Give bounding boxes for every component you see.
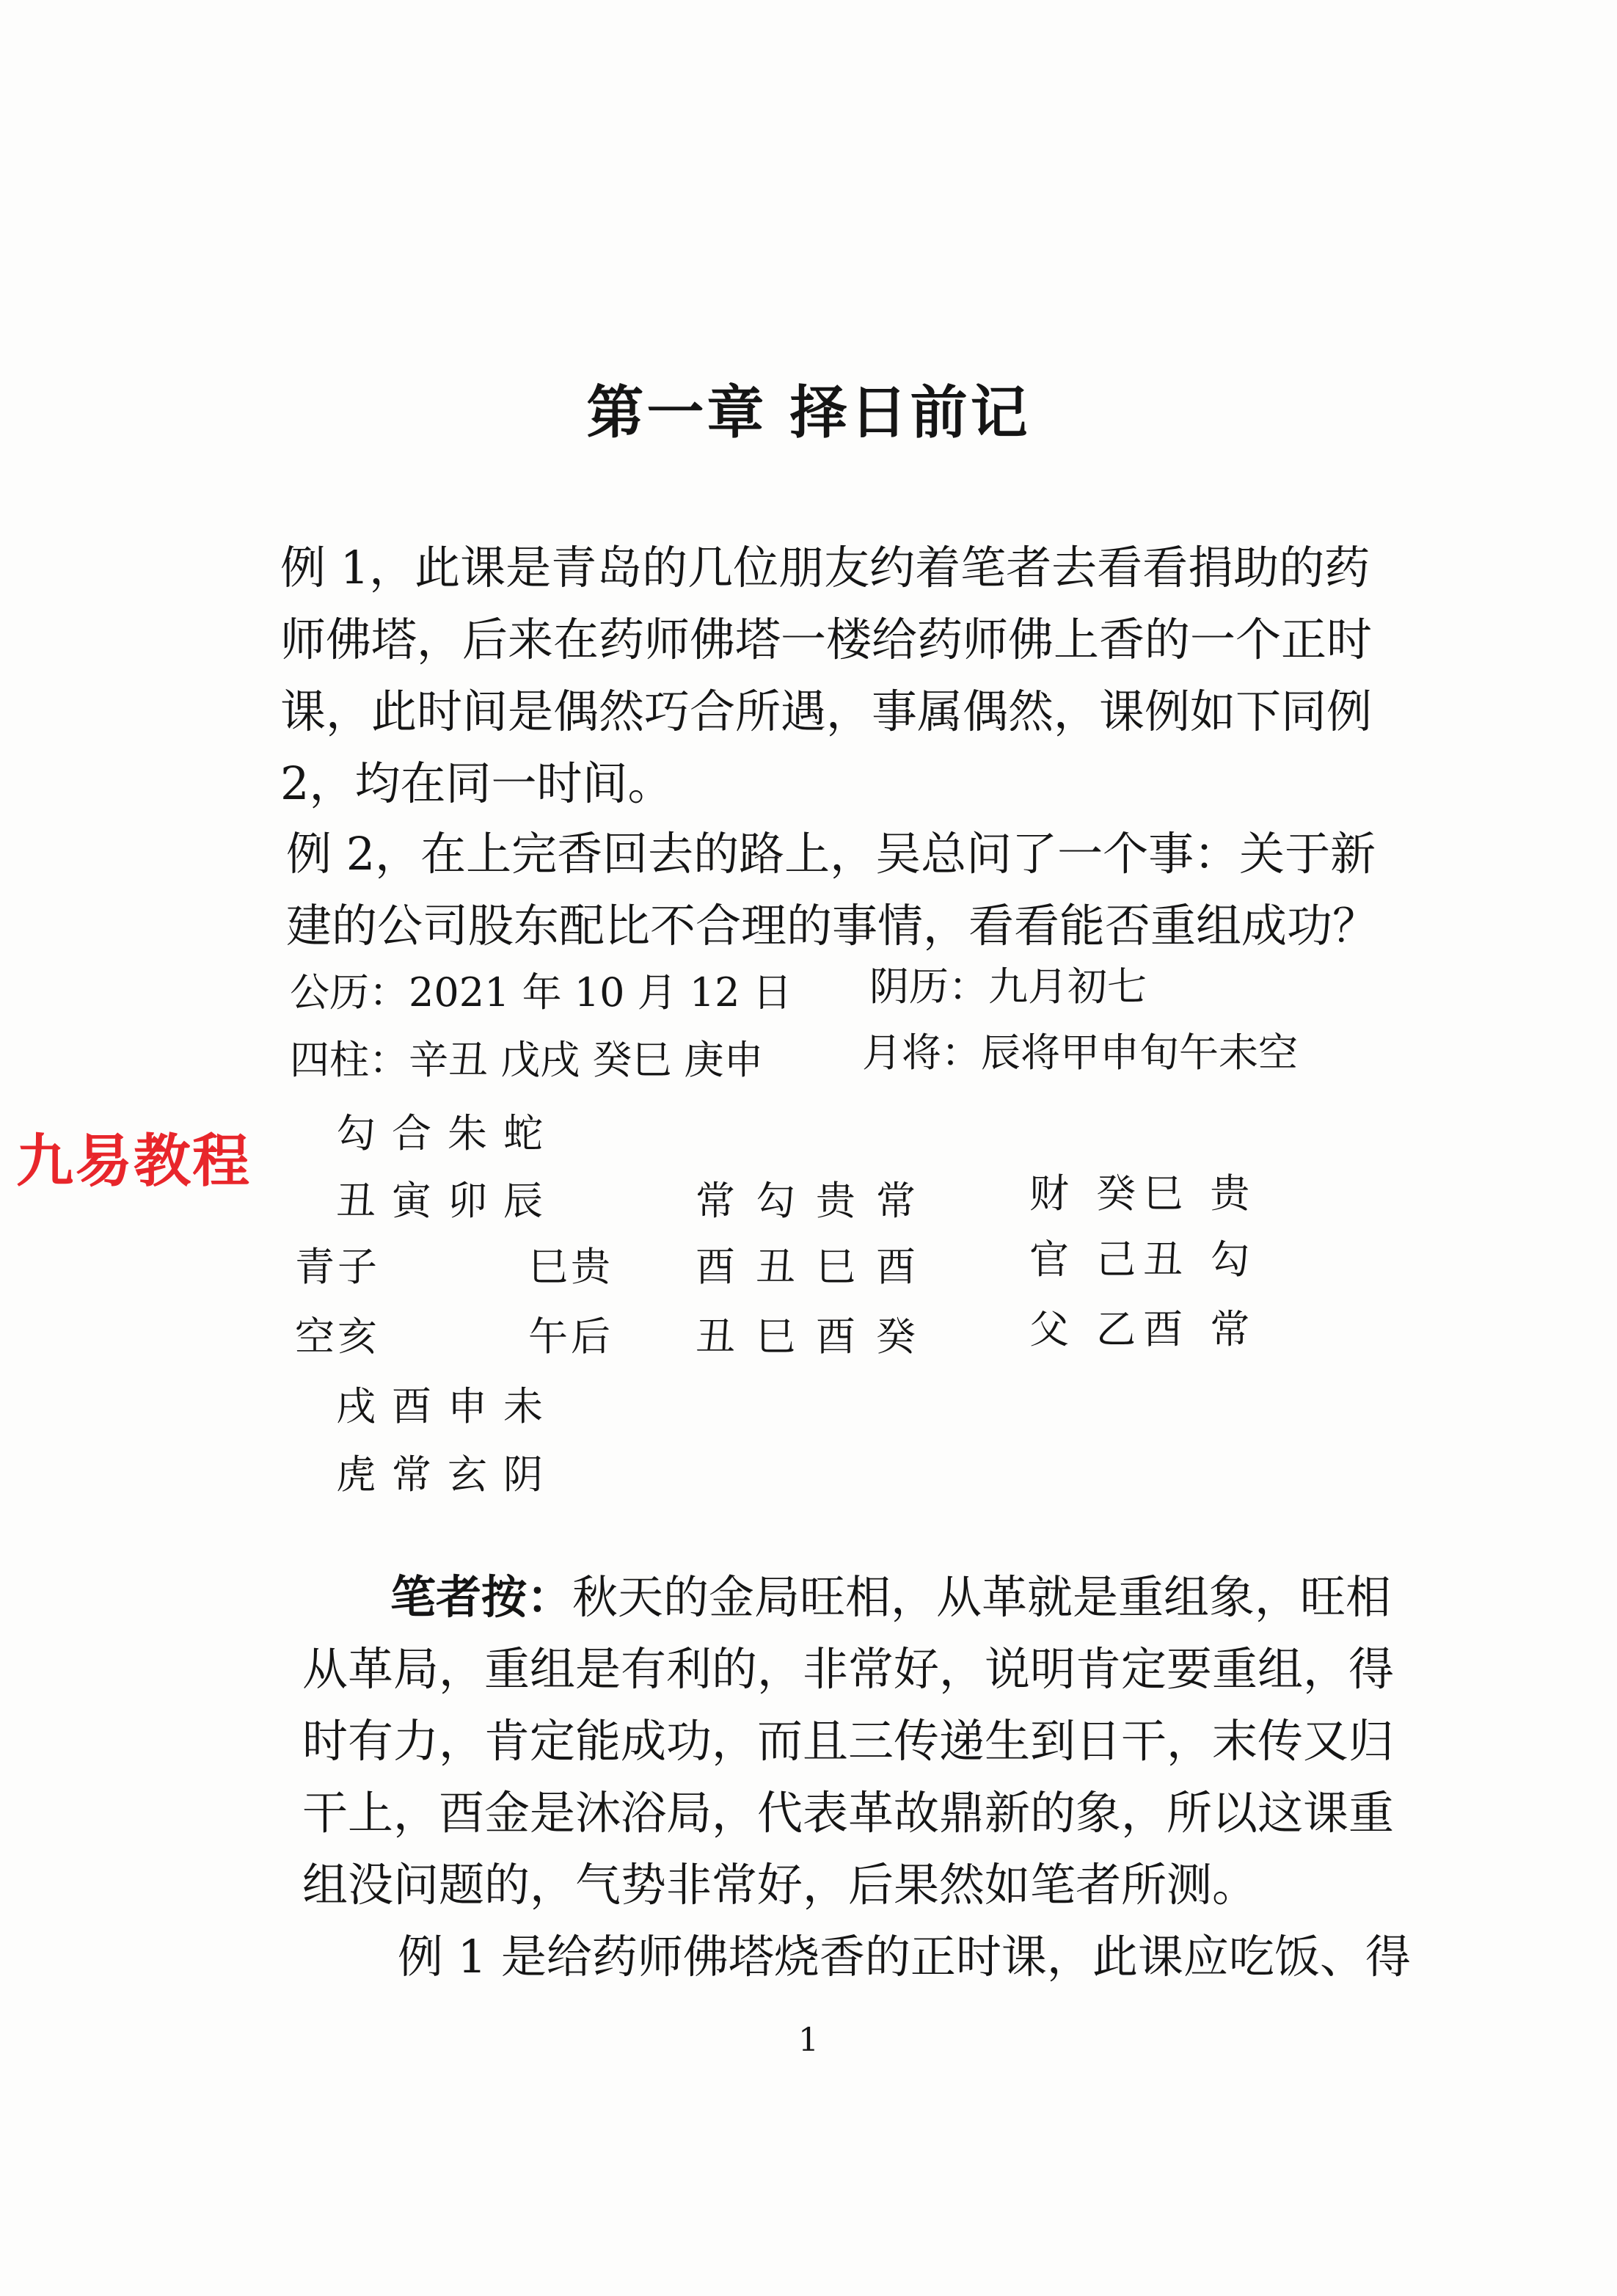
month-general: 月将：辰将甲申旬午未空 xyxy=(862,1029,1298,1076)
chart-top-branches: 丑寅卯辰 xyxy=(336,1178,559,1224)
commentary-line: 组没问题的，气势非常好，后果然如笔者所测。 xyxy=(302,1858,1258,1911)
three-transmissions-row: 官 己丑 勾 xyxy=(1029,1236,1258,1283)
example-2-line: 例 2，在上完香回去的路上，吴总问了一个事：关于新 xyxy=(286,827,1376,881)
example-1-line: 2，均在同一时间。 xyxy=(280,757,674,810)
three-transmissions-row: 父 乙酉 常 xyxy=(1029,1306,1258,1352)
commentary-line: 时有力，肯定能成功，而且三传递生到日干，末传又归 xyxy=(302,1714,1395,1768)
chart-bottom-gods: 虎常玄阴 xyxy=(336,1451,559,1498)
example-1-line: 师佛塔，后来在药师佛塔一楼给药师佛上香的一个正时 xyxy=(280,613,1373,666)
chart-left-2: 空亥 xyxy=(295,1313,380,1360)
example-1-paragraph xyxy=(280,532,1372,820)
four-lessons-row: 常勾贵常 xyxy=(696,1178,936,1224)
gregorian-date: 公历：2021 年 10 月 12 日 xyxy=(290,969,792,1016)
chart-bottom-branches: 戌酉申未 xyxy=(336,1383,559,1429)
page-number: 1 xyxy=(798,2022,819,2059)
chapter-title: 第一章 择日前记 xyxy=(586,379,1031,446)
commentary-label: 笔者按： xyxy=(390,1570,573,1624)
example-1-line: 例 1，此课是青岛的几位朋友约着笔者去看看捐助的药 xyxy=(280,541,1370,594)
example-2-line: 建的公司股东配比不合理的事情，看看能否重组成功？ xyxy=(286,899,1379,952)
commentary-line: 干上，酉金是沐浴局，代表革故鼎新的象，所以这课重 xyxy=(302,1786,1395,1840)
chart-top-gods: 勾合朱蛇 xyxy=(336,1110,559,1156)
four-lessons-row: 丑巳酉癸 xyxy=(696,1313,936,1360)
chart-right-1: 巳贵 xyxy=(528,1244,613,1290)
chart-left-1: 青子 xyxy=(295,1244,380,1290)
watermark-logo: 九易教程 xyxy=(16,1129,252,1195)
commentary-paragraph xyxy=(302,1561,1411,1993)
commentary-line: 从革局，重组是有利的，非常好，说明肯定要重组，得 xyxy=(302,1642,1395,1696)
three-transmissions-row: 财 癸巳 贵 xyxy=(1029,1170,1258,1217)
four-pillars: 四柱：辛丑 戊戌 癸巳 庚申 xyxy=(290,1037,764,1083)
chart-right-2: 午后 xyxy=(528,1313,613,1360)
commentary-line-first xyxy=(302,1561,1411,1633)
four-lessons-row: 酉丑巳酉 xyxy=(696,1244,936,1290)
commentary-line: 秋天的金局旺相，从革就是重组象，旺相 xyxy=(572,1570,1392,1624)
example-1-line: 课，此时间是偶然巧合所遇，事属偶然，课例如下同例 xyxy=(280,685,1373,738)
lunar-date: 阴历：九月初七 xyxy=(869,963,1147,1010)
example-2-paragraph xyxy=(286,818,1378,962)
commentary-continuation: 例 1 是给药师佛塔烧香的正时课，此课应吃饭、得 xyxy=(398,1930,1411,1983)
